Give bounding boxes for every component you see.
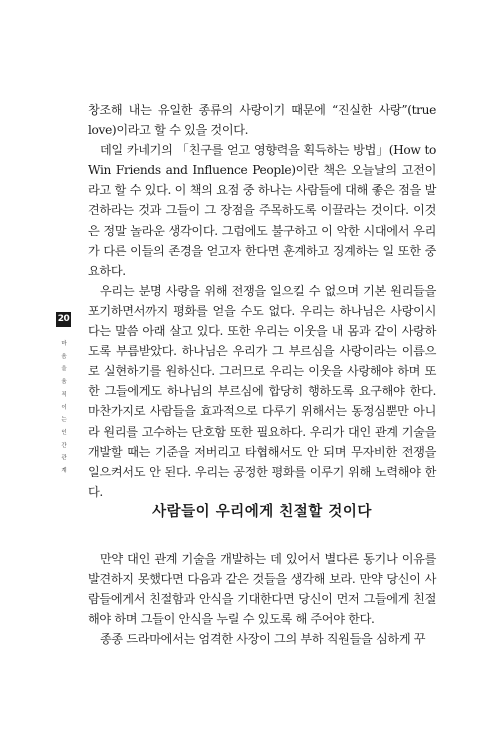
paragraph: 데일 카네기의 「친구를 얻고 영향력을 획득하는 방법」(How to Win Friends and Influence People)이란 책은 오늘날의 고전이라고 할 수 있다. 이 책의 요점 중 하나는 사람들에 대해 좋은 점을 발견하라는 것과 그들이 그 장점을 주목하도록 이끌라는 것이다. 이것은 정말 놀라운 생각이다. 그럼에도 불구하고 이 악한 시대에서 우리가 다른 이들의 존경을 얻고자 한다면 훈계하고 징계하는 일 또한 중요하다. [88,143,436,278]
paragraph: 우리는 분명 사랑을 위해 전쟁을 일으킬 수 없으며 기본 원리들을 포기하면서까지 평화를 얻을 수도 없다. 우리는 하나님은 사랑이시다는 말씀 아래 살고 있다. 또한 우리는 이웃을 내 몸과 같이 사랑하도록 부름받았다. 하나님은 우리가 그 부르심을 사랑이라는 이름으로 실현하기를 원하신다. 그러므로 우리는 이웃을 사랑해야 하며 또한 그들에게도 하나님의 부르심에 합당히 행하도록 요구해야 한다. 마찬가지로 사람들을 효과적으로 다루기 위해서는 동정심뿐만 아니라 원리를 고수하는 단호함 또한 필요하다. 우리가 대인 관계 기술을 개발할 때는 기준을 저버리고 타협해서도 안 되며 무자비한 전쟁을 일으켜서도 안 된다. 우리는 공정한 평화를 이루기 위해 노력해야 한다. [88,283,436,499]
body-text-top [88,100,436,502]
paragraph: 종종 드라마에서는 엄격한 사장이 그의 부하 직원들을 심하게 꾸 [100,632,426,647]
page-number: 20 [56,312,71,327]
section-heading: 사람들이 우리에게 친절할 것이다 [152,504,372,520]
body-text-bottom [88,549,436,649]
running-title: 마음을움직이는인간관계 [61,341,67,475]
paragraph: 창조해 내는 유일한 종류의 사랑이기 때문에 “진실한 사랑”(true love)이라고 할 수 있을 것이다. [88,103,436,138]
paragraph: 만약 대인 관계 기술을 개발하는 데 있어서 별다른 동기나 이유를 발견하지 못했다면 다음과 같은 것들을 생각해 보라. 만약 당신이 사람들에게서 친절함과 안식을 기대한다면 당신이 먼저 그들에게 친절해야 하며 그들이 안식을 누릴 수 있도록 해 주어야 한다. [88,552,436,627]
